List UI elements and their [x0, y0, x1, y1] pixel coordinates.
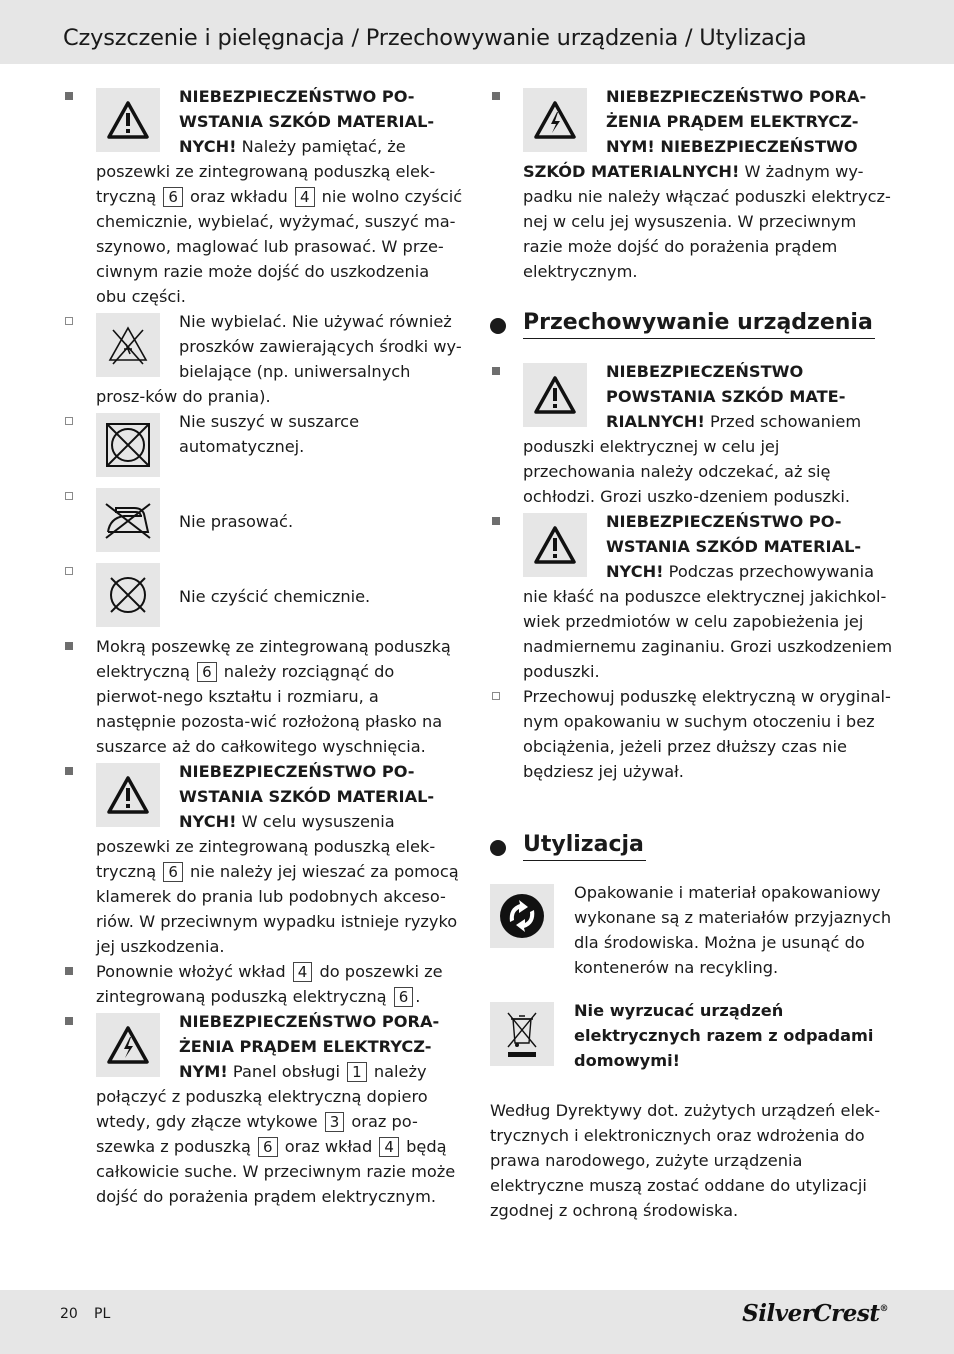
bullet-square	[65, 92, 73, 100]
part-ref: 6	[197, 662, 217, 682]
left-column	[63, 84, 463, 1209]
part-ref: 4	[293, 962, 313, 982]
section-disposal-heading	[490, 830, 894, 864]
list-item	[63, 409, 463, 484]
bullet-square	[492, 92, 500, 100]
electric-shock-icon	[96, 1013, 160, 1077]
part-ref: 4	[379, 1137, 399, 1157]
warning-triangle-icon	[96, 763, 160, 827]
page-header	[0, 0, 954, 64]
instruction-text: Ponownie włożyć wkład 4 do poszewki ze zintegrowaną poduszką elektryczną 6 .	[96, 962, 443, 1006]
list-item	[63, 759, 463, 959]
crossed-bin-icon	[490, 1002, 554, 1066]
weee-warning-text: Nie wyrzucać urządzeń elektrycznych razem z odpadami domowymi!	[574, 1001, 874, 1070]
bullet-hollow	[65, 417, 73, 425]
part-ref: 4	[295, 187, 315, 207]
instruction-text: Mokrą poszewkę ze zintegrowaną poduszką elektryczną 6 należy rozciągnąć do pierwot-nego kształtu i rozmiaru, a następnie pozosta-wić rozłożoną płasko na suszarce aż do całkowitego wyschnięcia.	[96, 637, 451, 756]
bullet-hollow	[65, 492, 73, 500]
bullet-square	[65, 767, 73, 775]
warning-triangle-icon	[523, 363, 587, 427]
section-storage-heading	[490, 308, 894, 342]
weee-block	[490, 998, 894, 1098]
part-ref: 1	[347, 1062, 367, 1082]
warning-text: NIEBEZPIECZEŃSTWO PO-WSTANIA SZKÓD MATERIAL-NYCH! Należy pamiętać, że poszewki ze zintegrowaną poduszką elek-tryczną 6 oraz wkładu 4 nie wolno czyścić chemicznie, wybielać, wyżymać, suszyć ma-szynowo, maglować lub prasować. W prze-ciwnym razie może dojść do uszkodzenia obu części.	[96, 87, 463, 306]
electric-shock-icon	[523, 88, 587, 152]
no-iron-text: Nie prasować.	[179, 512, 294, 531]
part-ref: 6	[163, 862, 183, 882]
no-bleach-icon	[96, 313, 160, 377]
packaging-text: Opakowanie i materiał opakowaniowy wykonane są z materiałów przyjaznych dla środowiska. Można je usunąć do kontenerów na recykling.	[574, 883, 892, 977]
no-dryer-text: Nie suszyć w suszarce automatycznej.	[179, 412, 360, 456]
page-title: Czyszczenie i pielęgnacja / Przechowywanie urządzenia / Utylizacja	[63, 25, 807, 51]
section-dot	[490, 318, 506, 334]
bullet-square	[65, 1017, 73, 1025]
part-ref: 3	[325, 1112, 345, 1132]
list-item	[490, 84, 894, 304]
list-item	[63, 559, 463, 634]
packaging-block	[490, 880, 894, 998]
warning-triangle-icon	[523, 513, 587, 577]
part-ref: 6	[394, 987, 414, 1007]
bullet-square	[65, 967, 73, 975]
right-column	[490, 84, 894, 1223]
page-number: 20	[60, 1306, 78, 1322]
section-dot	[490, 840, 506, 856]
directive-text: Według Dyrektywy dot. zużytych urządzeń elek-trycznych i elektronicznych oraz wdrożenia do prawa narodowego, zużyte urządzenia elektryczne muszą zostać oddane do utylizacji zgodnej z ochroną środowiska.	[490, 1101, 881, 1220]
bullet-hollow	[492, 692, 500, 700]
warning-text: NIEBEZPIECZEŃSTWO PORA-ŻENIA PRĄDEM ELEKTRYCZ-NYM! Panel obsługi 1 należy połączyć z poduszką elektryczną dopiero wtedy, gdy złącze wtykowe 3 oraz po-szewka z poduszką 6 oraz wkład 4 będą całkowicie suche. W przeciwnym razie może dojść do porażenia prądem elektrycznym.	[96, 1012, 456, 1206]
bullet-hollow	[65, 567, 73, 575]
list-item	[63, 84, 463, 309]
no-iron-icon	[96, 488, 160, 552]
part-ref: 6	[258, 1137, 278, 1157]
page-footer	[0, 1290, 954, 1354]
bullet-square	[65, 642, 73, 650]
no-dry-clean-icon	[96, 563, 160, 627]
list-item	[63, 634, 463, 759]
no-dry-clean-text: Nie czyścić chemicznie.	[179, 587, 371, 606]
list-item	[490, 509, 894, 684]
list-item	[63, 484, 463, 559]
list-item	[490, 684, 894, 784]
language-code: PL	[94, 1306, 111, 1322]
list-item	[63, 1009, 463, 1209]
warning-text: NIEBEZPIECZEŃSTWO PORA-ŻENIA PRĄDEM ELEKTRYCZ-NYM! NIEBEZPIECZEŃSTWO SZKÓD MATERIALNYCH! W żadnym wy-padku nie należy włączać poduszki elektrycz-nej w celu jej wysuszenia. W przeciwnym razie może dojść do porażenia prądem elektrycznym.	[523, 87, 891, 281]
warning-triangle-icon	[96, 88, 160, 152]
list-item	[490, 359, 894, 509]
section-title: Przechowywanie urządzenia	[523, 308, 875, 339]
bullet-square	[492, 367, 500, 375]
warning-text: NIEBEZPIECZEŃSTWO PO-WSTANIA SZKÓD MATERIAL-NYCH! Podczas przechowywania nie kłaść na poduszce elektrycznej jakichkol-wiek przedmiotów w celu zapobieżenia jej nadmiernemu zaginaniu. Grozi uszkodzeniem poduszki.	[523, 512, 893, 681]
part-ref: 6	[163, 187, 183, 207]
list-item	[63, 309, 463, 409]
no-bleach-text: Nie wybielać. Nie używać również proszków zawierających środki wy-bielające (np. uniwersalnych prosz-ków do prania).	[96, 312, 462, 406]
list-item	[63, 959, 463, 1009]
bullet-hollow	[65, 317, 73, 325]
section-title: Utylizacja	[523, 830, 646, 861]
brand-logo: SilverCrest®	[742, 1300, 888, 1327]
storage-tip-text: Przechowuj poduszkę elektryczną w oryginal-nym opakowaniu w suchym otoczeniu i bez obciążenia, jeżeli przez dłuższy czas nie będziesz jej używał.	[523, 687, 891, 781]
warning-text: NIEBEZPIECZEŃSTWO POWSTANIA SZKÓD MATE-RIALNYCH! Przed schowaniem poduszki elektrycznej w celu jej przechowania należy odczekać, aż się ochłodzi. Grozi uszko-dzeniem poduszki.	[523, 362, 862, 506]
green-dot-icon	[490, 884, 554, 948]
bullet-square	[492, 517, 500, 525]
no-tumble-dry-icon	[96, 413, 160, 477]
warning-text: NIEBEZPIECZEŃSTWO PO-WSTANIA SZKÓD MATERIAL-NYCH! W celu wysuszenia poszewki ze zintegrowaną poduszką elek-tryczną 6 nie należy jej wieszać za pomocą klamerek do prania lub podobnych akceso-riów. W przeciwnym wypadku istnieje ryzyko jej uszkodzenia.	[96, 762, 459, 956]
